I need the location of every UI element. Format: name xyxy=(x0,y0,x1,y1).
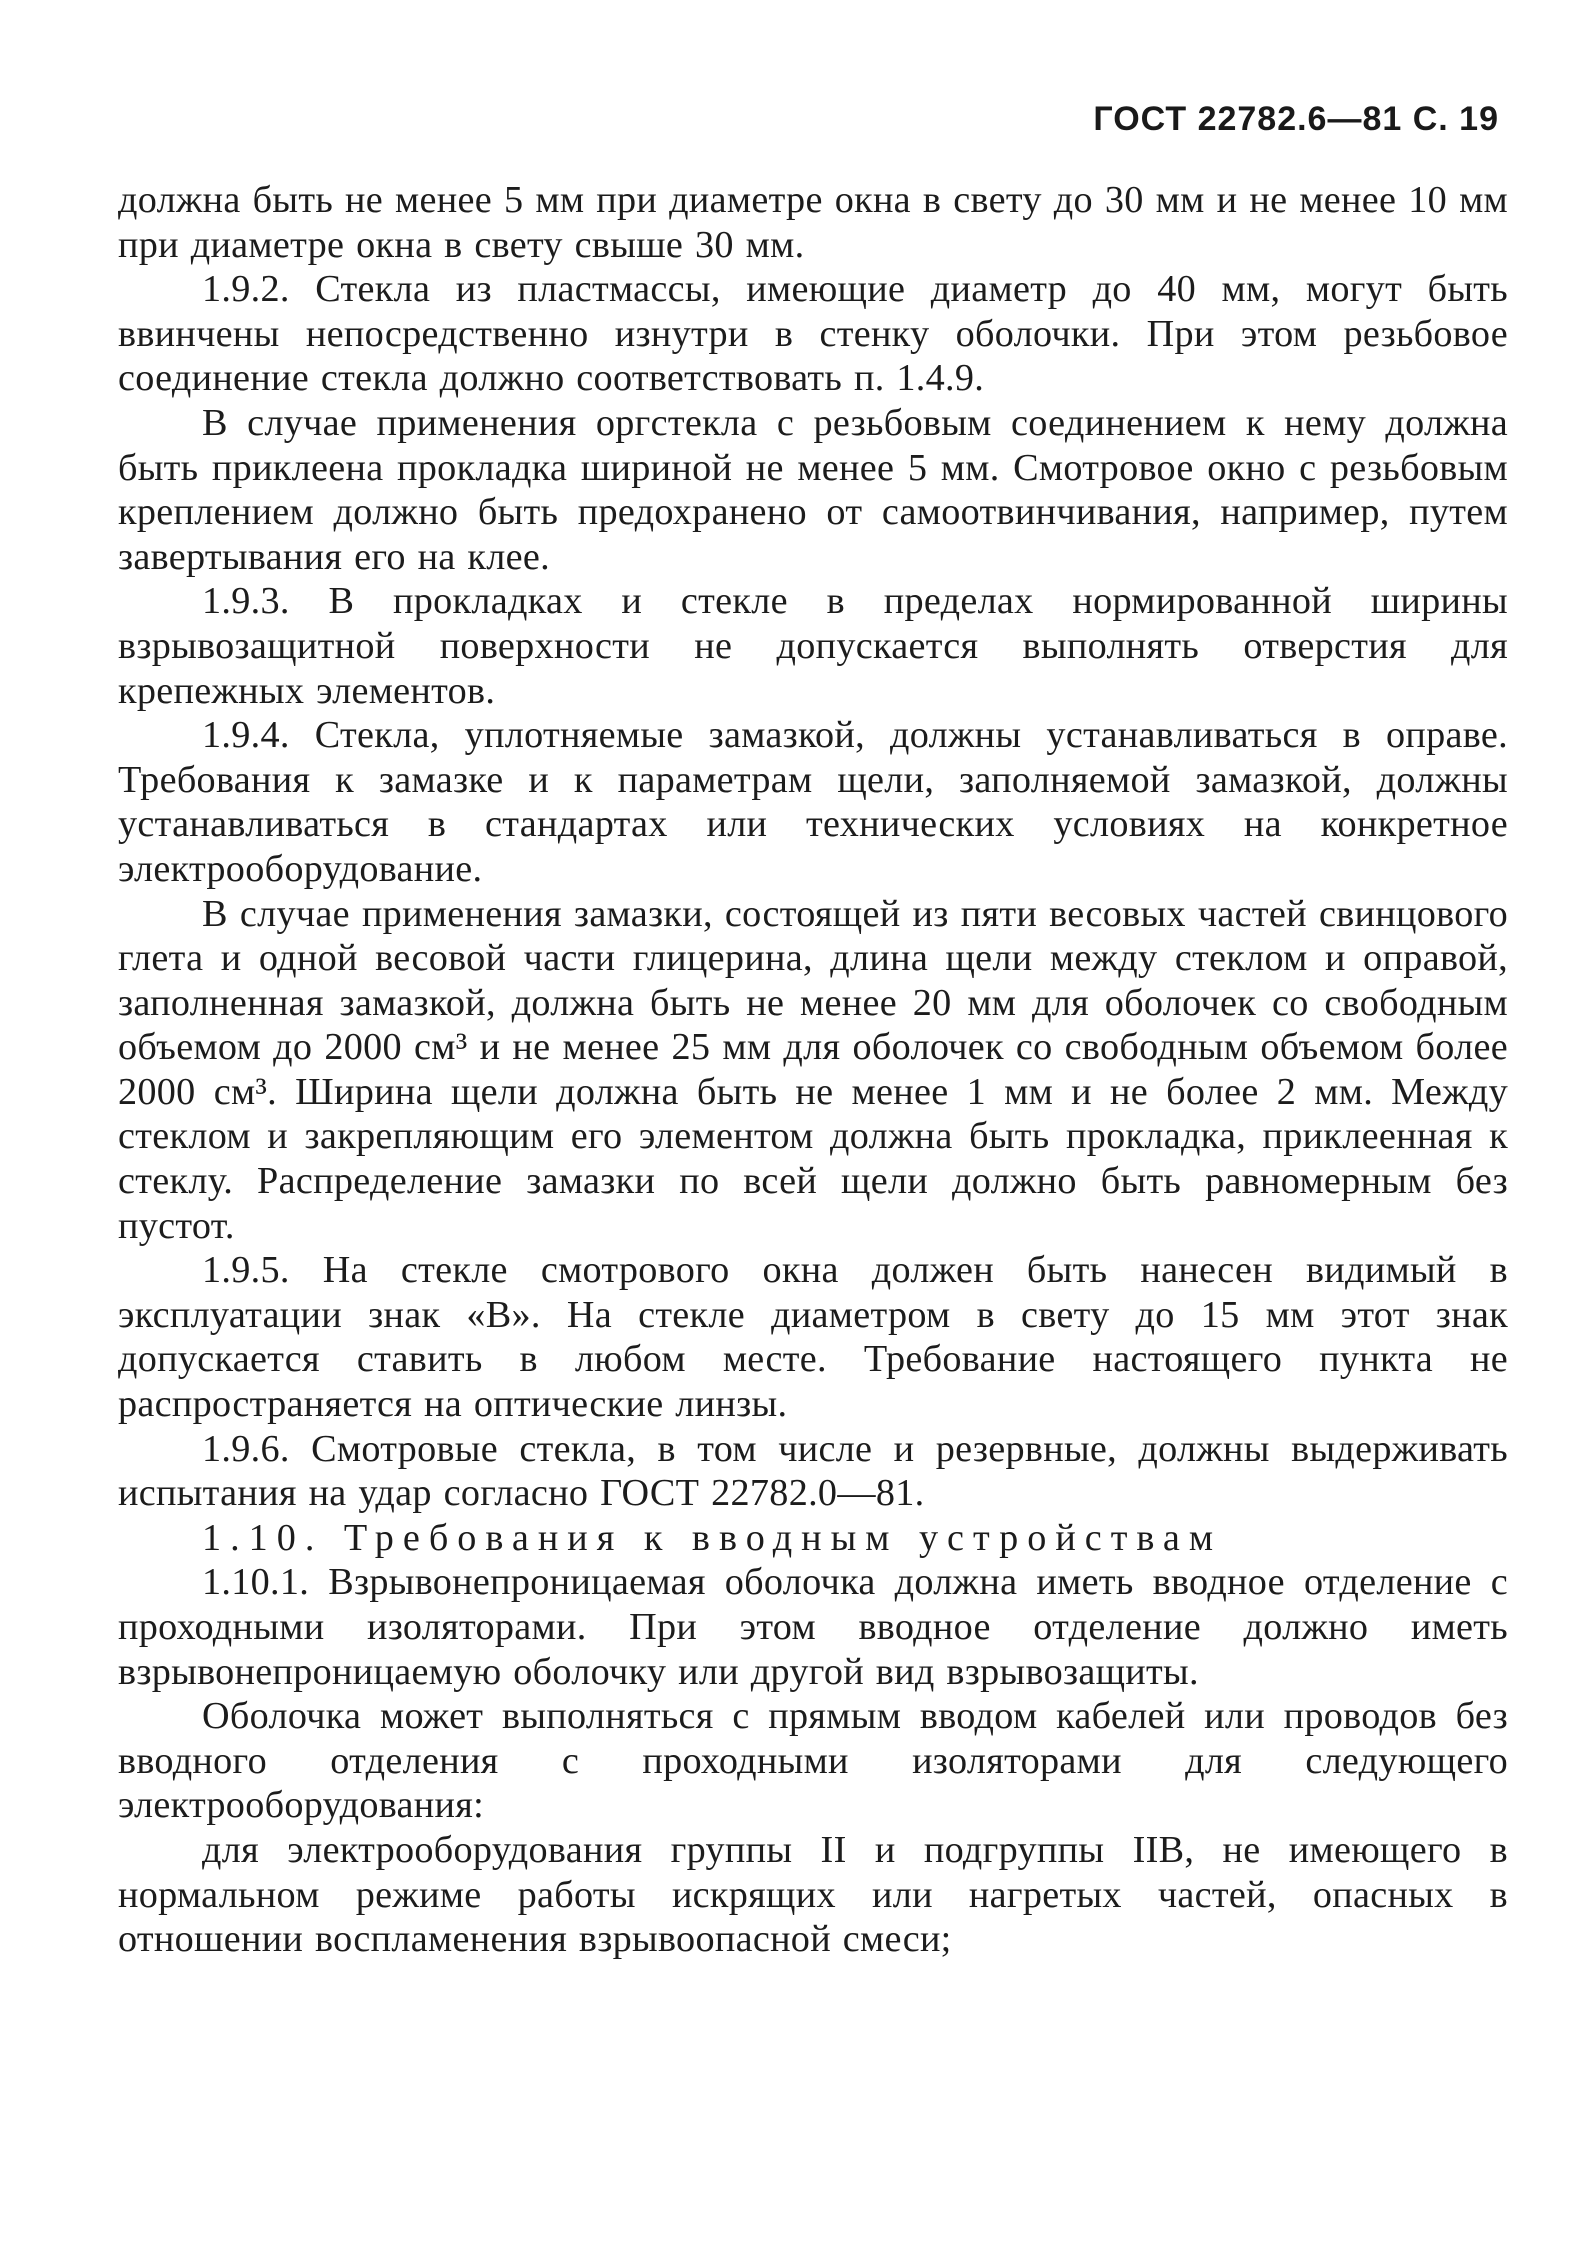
paragraph-1-10-1: 1.10.1. Взрывонепроницаемая оболочка должна иметь вводное отделение с проходными изоляторами. При этом вводное отделение должно иметь взрывонепроницаемую оболочку или другой вид взрывозащиты. xyxy=(118,1561,1508,1693)
paragraph-zamazka: В случае применения замазки, состоящей из пяти весовых частей свинцового глета и одной весовой части глицерина, длина щели между стеклом и оправой, заполненная замазкой, должна быть не менее 20 мм для оболочек со свободным объемом до 2000 см³ и не менее 25 мм для оболочек со свободным объемом более 2000 см³. Ширина щели должна быть не менее 1 мм и не более 2 мм. Между стеклом и закрепляющим его элементом должна быть прокладка, приклеенная к стеклу. Распределение замазки по всей щели должно быть равномерным без пустот. xyxy=(118,892,1508,1247)
paragraph-1-9-4: 1.9.4. Стекла, уплотняемые замазкой, должны устанавливаться в оправе. Требования к замазке и к параметрам щели, заполняемой замазкой, должны устанавливаться в стандартах или технических условиях на конкретное электрооборудование. xyxy=(118,714,1508,890)
body-text xyxy=(118,178,1508,1962)
paragraph-1-9-6: 1.9.6. Смотровые стекла, в том числе и резервные, должны выдерживать испытания на удар согласно ГОСТ 22782.0—81. xyxy=(118,1427,1508,1515)
paragraph-1-9-2: 1.9.2. Стекла из пластмассы, имеющие диаметр до 40 мм, могут быть ввинчены непосредственно изнутри в стенку оболочки. При этом резьбовое соединение стекла должно соответствовать п. 1.4.9. xyxy=(118,268,1508,400)
paragraph-orgsteklo: В случае применения оргстекла с резьбовым соединением к нему должна быть приклеена прокладка шириной не менее 5 мм. Смотровое окно с резьбовым креплением должно быть предохранено от самоотвинчивания, например, путем завертывания его на клее. xyxy=(118,401,1508,578)
paragraph-list-item-group-ii: для электрооборудования группы II и подгруппы IIВ, не имеющего в нормальном режиме работы искрящих или нагретых частей, опасных в отношении воспламенения взрывоопасной смеси; xyxy=(118,1828,1508,1961)
paragraph-1-9-5: 1.9.5. На стекле смотрового окна должен быть нанесен видимый в эксплуатации знак «В». На стекле диаметром в свету до 15 мм этот знак допускается ставить в любом месте. Требование настоящего пункта не распространяется на оптические линзы. xyxy=(118,1249,1508,1426)
section-title-1-10: 1.10. Требования к вводным устройствам xyxy=(202,1516,1223,1559)
paragraph-1-9-3: 1.9.3. В прокладках и стекле в пределах нормированной ширины взрывозащитной поверхности не допускается выполнять отверстия для крепежных элементов. xyxy=(118,580,1508,712)
running-head: ГОСТ 22782.6—81 С. 19 xyxy=(1093,100,1499,138)
paragraph-continuation: должна быть не менее 5 мм при диаметре окна в свету до 30 мм и не менее 10 мм при диаметре окна в свету свыше 30 мм. xyxy=(118,179,1508,266)
paragraph-pryamoy-vvod: Оболочка может выполняться с прямым вводом кабелей или проводов без вводного отделения с проходными изоляторами для следующего электрооборудования: xyxy=(118,1695,1508,1827)
